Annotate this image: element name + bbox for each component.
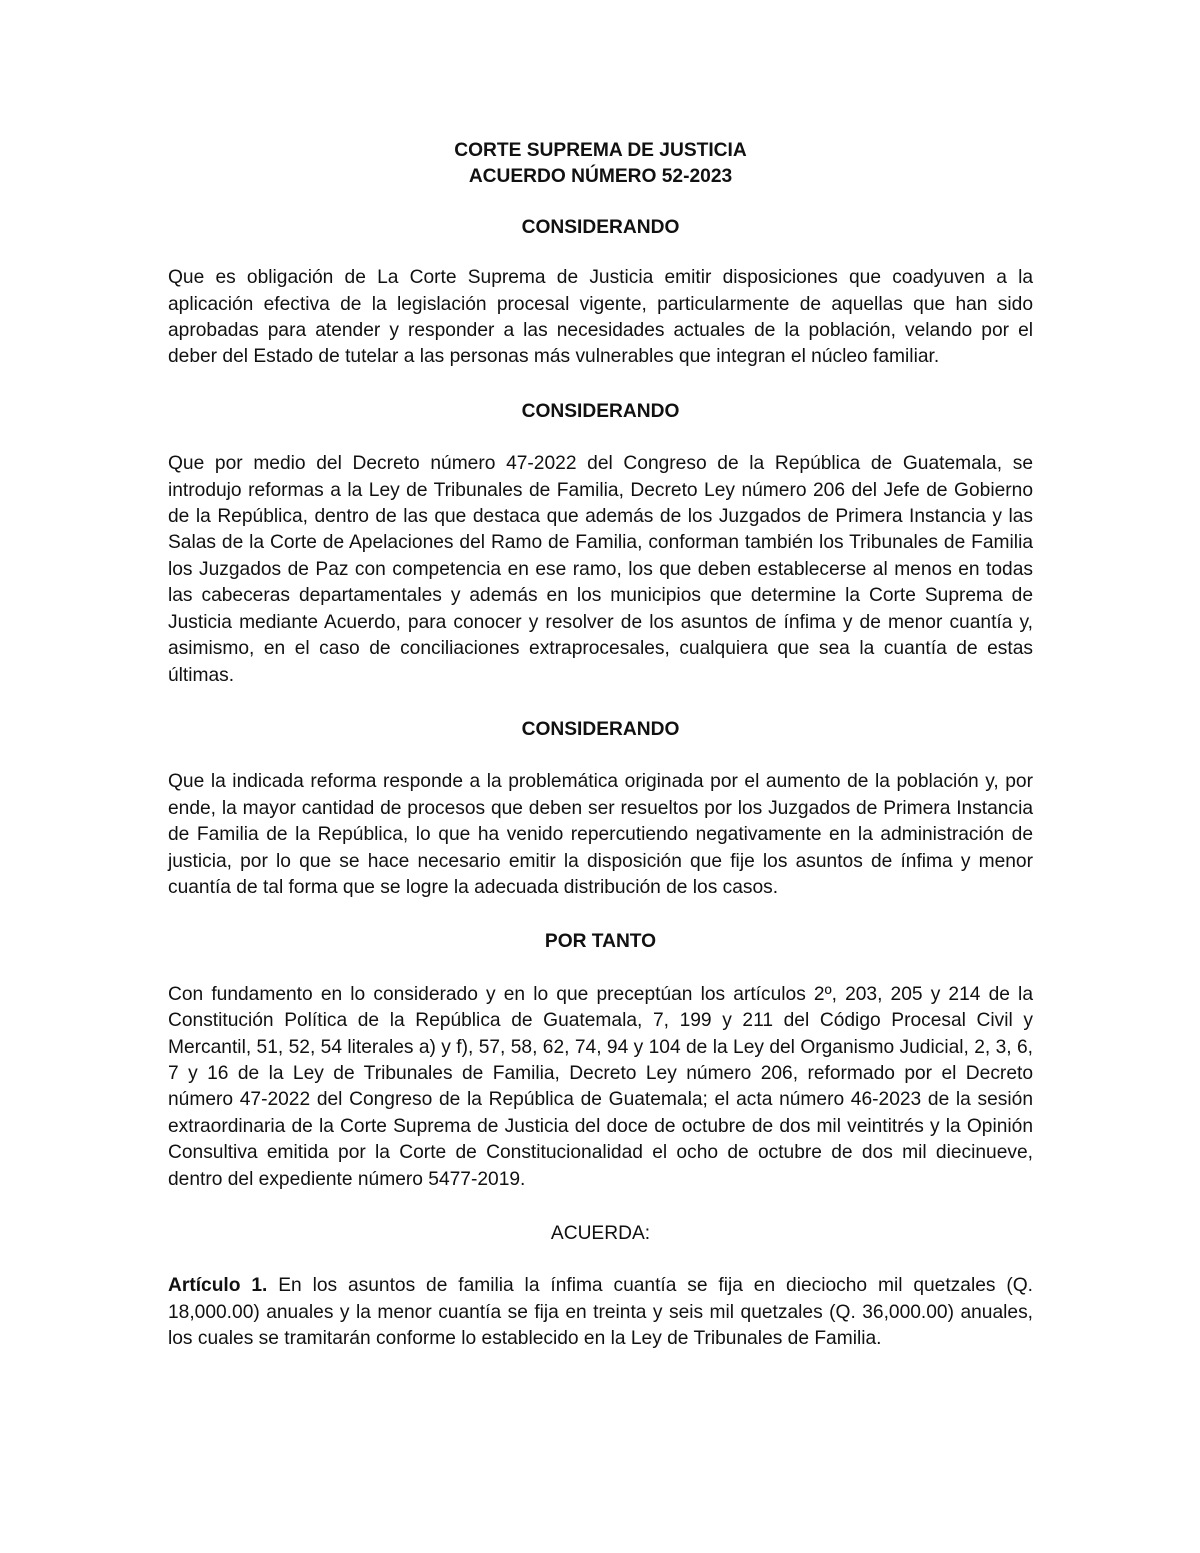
section-heading: CONSIDERANDO <box>521 718 680 740</box>
agreement-number: ACUERDO NÚMERO 52-2023 <box>468 166 733 188</box>
acuerda-heading: ACUERDA: <box>550 1223 651 1244</box>
section-heading: POR TANTO <box>544 931 657 953</box>
section-paragraph: Con fundamento en lo considerado y en lo que preceptúan los artículos 2º, 203, 205 y 214 de la Constitución Política de la República de Guatemala, 7, 199 y 211 del Código Procesal Civil y Mercantil, 51, 52, 54 literales a) y f), 57, 58, 62, 74, 94 y 104 de la Ley del Organismo Judicial, 2, 3, 6, 7 y 16 de la Ley de Tribunales de Familia, Decreto Ley número 206, reformado por el Decreto número 47-2022 del Congreso de la República de Guatemala; el acta número 46-2023 de la sesión extraordinaria de la Corte Suprema de Justicia del doce de octubre de dos mil veintitrés y la Opinión Consultiva emitida por la Corte de Constitucionalidad el ocho de octubre de dos mil diecinueve, dentro del expediente número 5477-2019. <box>168 983 1033 1190</box>
document-title: CORTE SUPREMA DE JUSTICIA <box>454 140 747 161</box>
section-paragraph: Que es obligación de La Corte Suprema de Justicia emitir disposiciones que coadyuven a la aplicación efectiva de la legislación procesal vigente, particularmente de aquellas que han sido aprobadas para atender y responder a las necesidades actuales de la población, velando por el deber del Estado de tutelar a las personas más vulnerables que integran el núcleo familiar. <box>168 267 1033 368</box>
section-paragraph: Que por medio del Decreto número 47-2022 del Congreso de la República de Guatemala, se introdujo reformas a la Ley de Tribunales de Familia, Decreto Ley número 206 del Jefe de Gobierno de la República, dentro de las que destaca que además de los Juzgados de Primera Instancia y las Salas de la Corte de Apelaciones del Ramo de Familia, conforman también los Tribunales de Familia los Juzgados de Paz con competencia en ese ramo, los que deben establecerse al menos en todas las cabeceras departamentales y además en los municipios que determine la Corte Suprema de Justicia mediante Acuerdo, para conocer y resolver de los asuntos de ínfima y de menor cuantía y, asimismo, en el caso de conciliaciones extraprocesales, cualquiera que sea la cuantía de estas últimas. <box>168 453 1033 686</box>
section-heading: CONSIDERANDO <box>521 216 680 238</box>
article-1-label: Artículo 1. <box>168 1275 268 1297</box>
document-page <box>168 138 1033 1353</box>
section-paragraph: Que la indicada reforma responde a la problemática originada por el aumento de la población y, por ende, la mayor cantidad de procesos que deben ser resueltos por los Juzgados de Primera Instancia de Familia de la República, lo que ha venido repercutiendo negativamente en la administración de justicia, por lo que se hace necesario emitir la disposición que fije los asuntos de ínfima y menor cuantía de tal forma que se logre la adecuada distribución de los casos. <box>168 771 1033 898</box>
article-1-text: En los asuntos de familia la ínfima cuantía se fija en dieciocho mil quetzales (Q. 18,000.00) anuales y la menor cuantía se fija en treinta y seis mil quetzales (Q. 36,000.00) anuales, los cuales se tramitarán conforme lo establecido en la Ley de Tribunales de Familia. <box>168 1275 1033 1350</box>
section-heading: CONSIDERANDO <box>521 400 680 422</box>
article-1 <box>168 1273 1033 1352</box>
